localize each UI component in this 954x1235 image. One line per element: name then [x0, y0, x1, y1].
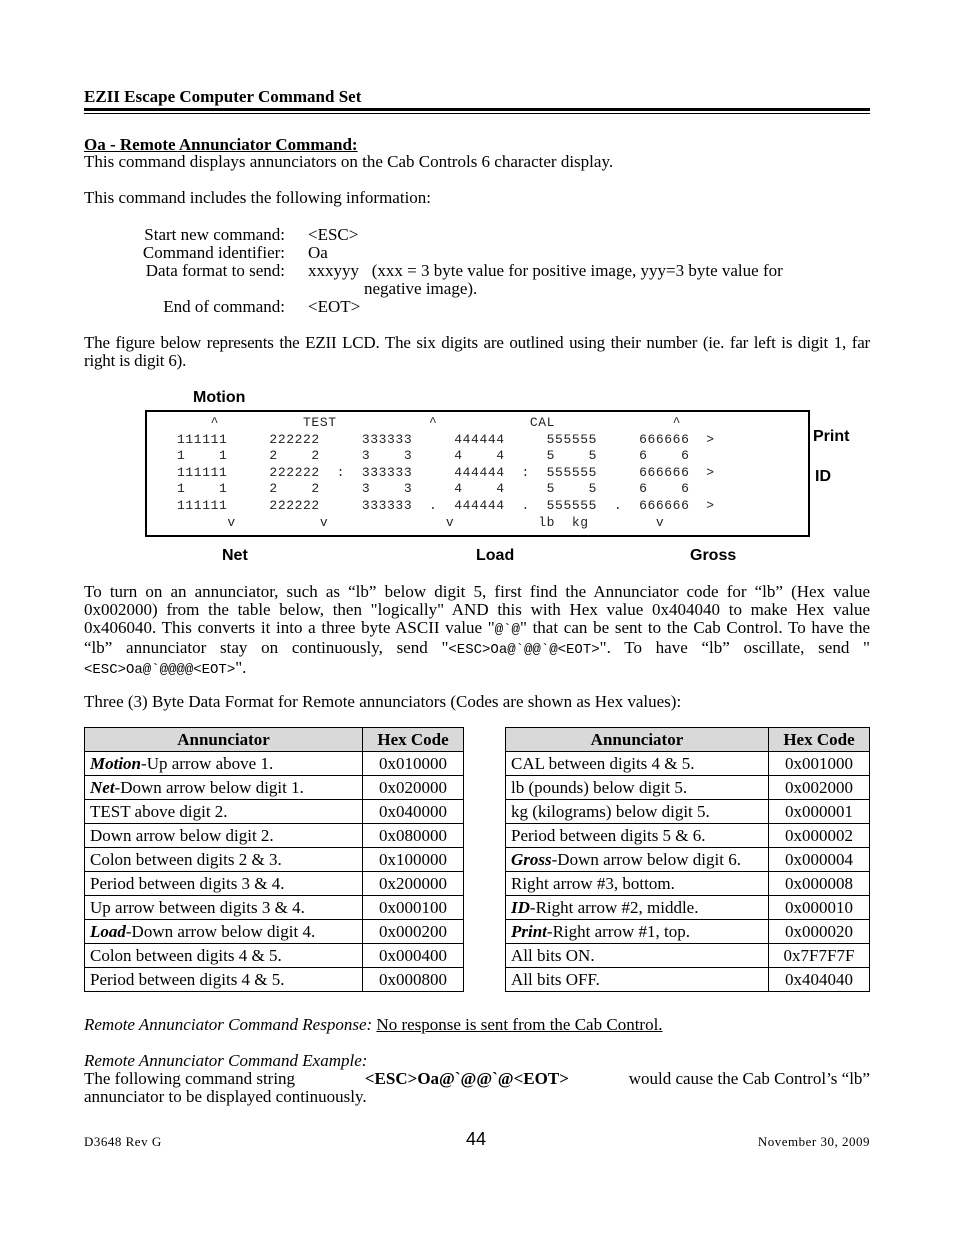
- lcd-line-1: ^ TEST ^ CAL ^: [177, 415, 682, 430]
- hex-code-cell: 0x040000: [363, 800, 464, 824]
- hex-code-cell: 0x000400: [363, 944, 464, 968]
- continuous-command-code: <ESC>Oa@`@@`@<EOT>: [448, 642, 600, 658]
- lcd-label-print: Print: [813, 428, 850, 445]
- figure-intro: The figure below represents the EZII LCD. The six digits are outlined using their number (ie. far left is digit 1, far right is digit 6).: [84, 333, 870, 370]
- annunciator-cell: [85, 848, 363, 872]
- annunciator-cell: [506, 944, 769, 968]
- table-row: [85, 968, 464, 992]
- field-value-identifier: Oa: [308, 243, 328, 262]
- annunciator-description: -Up arrow above 1.: [141, 753, 274, 773]
- annunciator-description: -Down arrow below digit 4.: [125, 921, 316, 941]
- lcd-line-4: 111111 222222 : 333333 444444 : 555555 666666 >: [177, 465, 715, 480]
- hex-code-cell: 0x000010: [768, 896, 869, 920]
- annunciator-cell: [85, 896, 363, 920]
- annunciator-lead: Net: [90, 777, 115, 797]
- annunciator-cell: [506, 920, 769, 944]
- footer-doc-number: D3648 Rev G: [84, 1134, 162, 1149]
- header-rule-thin: [84, 113, 870, 114]
- table-row: [85, 800, 464, 824]
- annunciator-description: -Down arrow below digit 1.: [114, 777, 304, 797]
- example-label: Remote Annunciator Command Example:: [84, 1051, 368, 1070]
- annunciator-description: Colon between digits 4 & 5.: [90, 945, 282, 965]
- annunciator-description: -Right arrow #2, middle.: [529, 897, 699, 917]
- annunciator-cell: [85, 944, 363, 968]
- lcd-label-gross: Gross: [690, 547, 737, 564]
- table-row: [506, 896, 870, 920]
- annunciator-description: -Right arrow #1, top.: [546, 921, 690, 941]
- table-row: [506, 752, 870, 776]
- table-row: [85, 752, 464, 776]
- annunciator-cell: [506, 968, 769, 992]
- table-row: [506, 800, 870, 824]
- annunciator-description: All bits ON.: [511, 945, 595, 965]
- lcd-line-7: v v v lb kg v: [177, 515, 665, 530]
- includes-text: This command includes the following information:: [84, 188, 432, 207]
- hex-code-cell: 0x080000: [363, 824, 464, 848]
- hex-code-cell: 0x200000: [363, 872, 464, 896]
- table-intro: Three (3) Byte Data Format for Remote annunciators (Codes are shown as Hex values):: [84, 692, 682, 711]
- example-post-text: would cause the Cab Control’s “lb”: [628, 1069, 870, 1088]
- example-line: [84, 1069, 870, 1089]
- hex-code-cell: 0x000004: [768, 848, 869, 872]
- annunciator-lead: Print: [511, 921, 547, 941]
- table-row: [85, 896, 464, 920]
- col-header-annunciator: Annunciator: [85, 728, 363, 752]
- section-title: Oa - Remote Annunciator Command:: [84, 135, 358, 154]
- annunciator-description: Period between digits 5 & 6.: [511, 825, 706, 845]
- lcd-label-id: ID: [815, 468, 831, 485]
- hex-code-cell: 0x000001: [768, 800, 869, 824]
- table-row: [85, 776, 464, 800]
- annunciator-cell: [85, 800, 363, 824]
- annunciator-description: Up arrow between digits 3 & 4.: [90, 897, 305, 917]
- field-value-end: <EOT>: [308, 297, 361, 316]
- field-value-format: xxxyyy (xxx = 3 byte value for positive image, yyy=3 byte value for: [308, 261, 783, 280]
- annunciator-description: Period between digits 3 & 4.: [90, 873, 285, 893]
- annunciator-cell: [85, 776, 363, 800]
- annunciator-description: Right arrow #3, bottom.: [511, 873, 675, 893]
- table-row: [506, 848, 870, 872]
- col-header-hex: Hex Code: [768, 728, 869, 752]
- field-label-format: Data format to send:: [145, 261, 285, 280]
- annunciator-cell: [85, 968, 363, 992]
- annunciator-description: Down arrow below digit 2.: [90, 825, 274, 845]
- lcd-line-3: 1 1 2 2 3 3 4 4 5 5 6 6: [177, 448, 690, 463]
- page-number: 44: [466, 1129, 487, 1149]
- example-command: <ESC>Oa@`@@`@<EOT>: [364, 1069, 569, 1088]
- annunciator-cell: [506, 848, 769, 872]
- hex-code-cell: 0x000200: [363, 920, 464, 944]
- annunciator-description: -Down arrow below digit 6.: [551, 849, 741, 869]
- lcd-line-6: 111111 222222 333333 . 444444 . 555555 . 666666 >: [177, 498, 715, 513]
- hex-code-cell: 0x000020: [768, 920, 869, 944]
- annunciator-description: CAL between digits 4 & 5.: [511, 753, 695, 773]
- hex-code-cell: 0x000002: [768, 824, 869, 848]
- hex-code-cell: 0x404040: [768, 968, 869, 992]
- footer-date: November 30, 2009: [757, 1134, 870, 1149]
- hex-code-cell: 0x7F7F7F: [768, 944, 869, 968]
- table-row: [85, 944, 464, 968]
- annunciator-cell: [506, 896, 769, 920]
- annunciator-description: lb (pounds) below digit 5.: [511, 777, 688, 797]
- annunciator-lead: ID: [511, 897, 530, 917]
- hex-code-cell: 0x020000: [363, 776, 464, 800]
- annunciator-cell: [85, 872, 363, 896]
- table-row: [85, 872, 464, 896]
- example-pre-text: The following command string: [84, 1069, 296, 1088]
- table-row: [506, 872, 870, 896]
- hex-code-cell: 0x000800: [363, 968, 464, 992]
- annunciator-description: All bits OFF.: [511, 969, 600, 989]
- hex-code-cell: 0x010000: [363, 752, 464, 776]
- oscillate-command-code: <ESC>Oa@`@@@@<EOT>: [84, 662, 236, 678]
- annunciator-lead: Load: [90, 921, 126, 941]
- table-row: [506, 968, 870, 992]
- example-line-2: annunciator to be displayed continuously.: [84, 1087, 367, 1106]
- header-rule-thick: [84, 108, 870, 111]
- table-row: [85, 920, 464, 944]
- section-intro: This command displays annunciators on the Cab Controls 6 character display.: [84, 152, 614, 171]
- annunciator-cell: [85, 824, 363, 848]
- field-value-start: <ESC>: [308, 225, 359, 244]
- lcd-label-net: Net: [222, 547, 248, 564]
- annunciator-cell: [85, 920, 363, 944]
- lcd-figure: [145, 410, 810, 537]
- lcd-label-load: Load: [476, 547, 515, 564]
- annunciator-description: TEST above digit 2.: [90, 801, 228, 821]
- explanation-text-c: ". To have “lb” oscillate, send ": [599, 638, 870, 657]
- annunciator-table-left: [84, 727, 464, 992]
- lcd-line-5: 1 1 2 2 3 3 4 4 5 5 6 6: [177, 481, 690, 496]
- annunciator-description: Colon between digits 2 & 3.: [90, 849, 282, 869]
- hex-code-cell: 0x100000: [363, 848, 464, 872]
- annunciator-cell: [506, 752, 769, 776]
- response-line: [84, 1015, 663, 1035]
- annunciator-cell: [85, 752, 363, 776]
- col-header-hex: Hex Code: [363, 728, 464, 752]
- table-row: [506, 824, 870, 848]
- annunciator-cell: [506, 776, 769, 800]
- annunciator-cell: [506, 872, 769, 896]
- annunciator-table-right: [505, 727, 870, 992]
- table-row: [506, 776, 870, 800]
- document-header-title: EZII Escape Computer Command Set: [84, 87, 362, 106]
- explanation-text-d: ".: [235, 658, 247, 677]
- annunciator-cell: [506, 800, 769, 824]
- hex-code-cell: 0x000100: [363, 896, 464, 920]
- ascii-value-code: @`@: [494, 622, 520, 638]
- response-label: Remote Annunciator Command Response:: [84, 1015, 373, 1034]
- col-header-annunciator: Annunciator: [506, 728, 769, 752]
- annunciator-cell: [506, 824, 769, 848]
- hex-code-cell: 0x002000: [768, 776, 869, 800]
- response-text: No response is sent from the Cab Control.: [376, 1015, 663, 1034]
- field-label-identifier: Command identifier:: [142, 243, 285, 262]
- table-row: [85, 824, 464, 848]
- table-row: [85, 848, 464, 872]
- annunciator-lead: Motion: [90, 753, 142, 773]
- field-value-format-cont: negative image).: [364, 279, 478, 298]
- annunciator-description: kg (kilograms) below digit 5.: [511, 801, 710, 821]
- table-row: [506, 944, 870, 968]
- field-label-start: Start new command:: [144, 225, 285, 244]
- explanation-text-a: To turn on an annunciator, such as “lb” below digit 5, first find the Annunciator code for “lb” (Hex value 0x002000) from the table below, then "logically" AND this with Hex value 0x404040 to make Hex value 0x406040. This converts it into a three byte ASCII value ": [84, 582, 870, 637]
- explanation-text-b: " that can be sent to the Cab Control. To have the “lb” annunciator stay on continuously, send ": [84, 618, 870, 657]
- field-label-end: End of command:: [163, 297, 285, 316]
- explanation-paragraph: [84, 583, 870, 679]
- annunciator-lead: Gross: [511, 849, 552, 869]
- table-row: [506, 920, 870, 944]
- hex-code-cell: 0x000008: [768, 872, 869, 896]
- lcd-line-2: 111111 222222 333333 444444 555555 666666 >: [177, 432, 715, 447]
- annunciator-description: Period between digits 4 & 5.: [90, 969, 285, 989]
- lcd-label-motion: Motion: [193, 389, 246, 406]
- hex-code-cell: 0x001000: [768, 752, 869, 776]
